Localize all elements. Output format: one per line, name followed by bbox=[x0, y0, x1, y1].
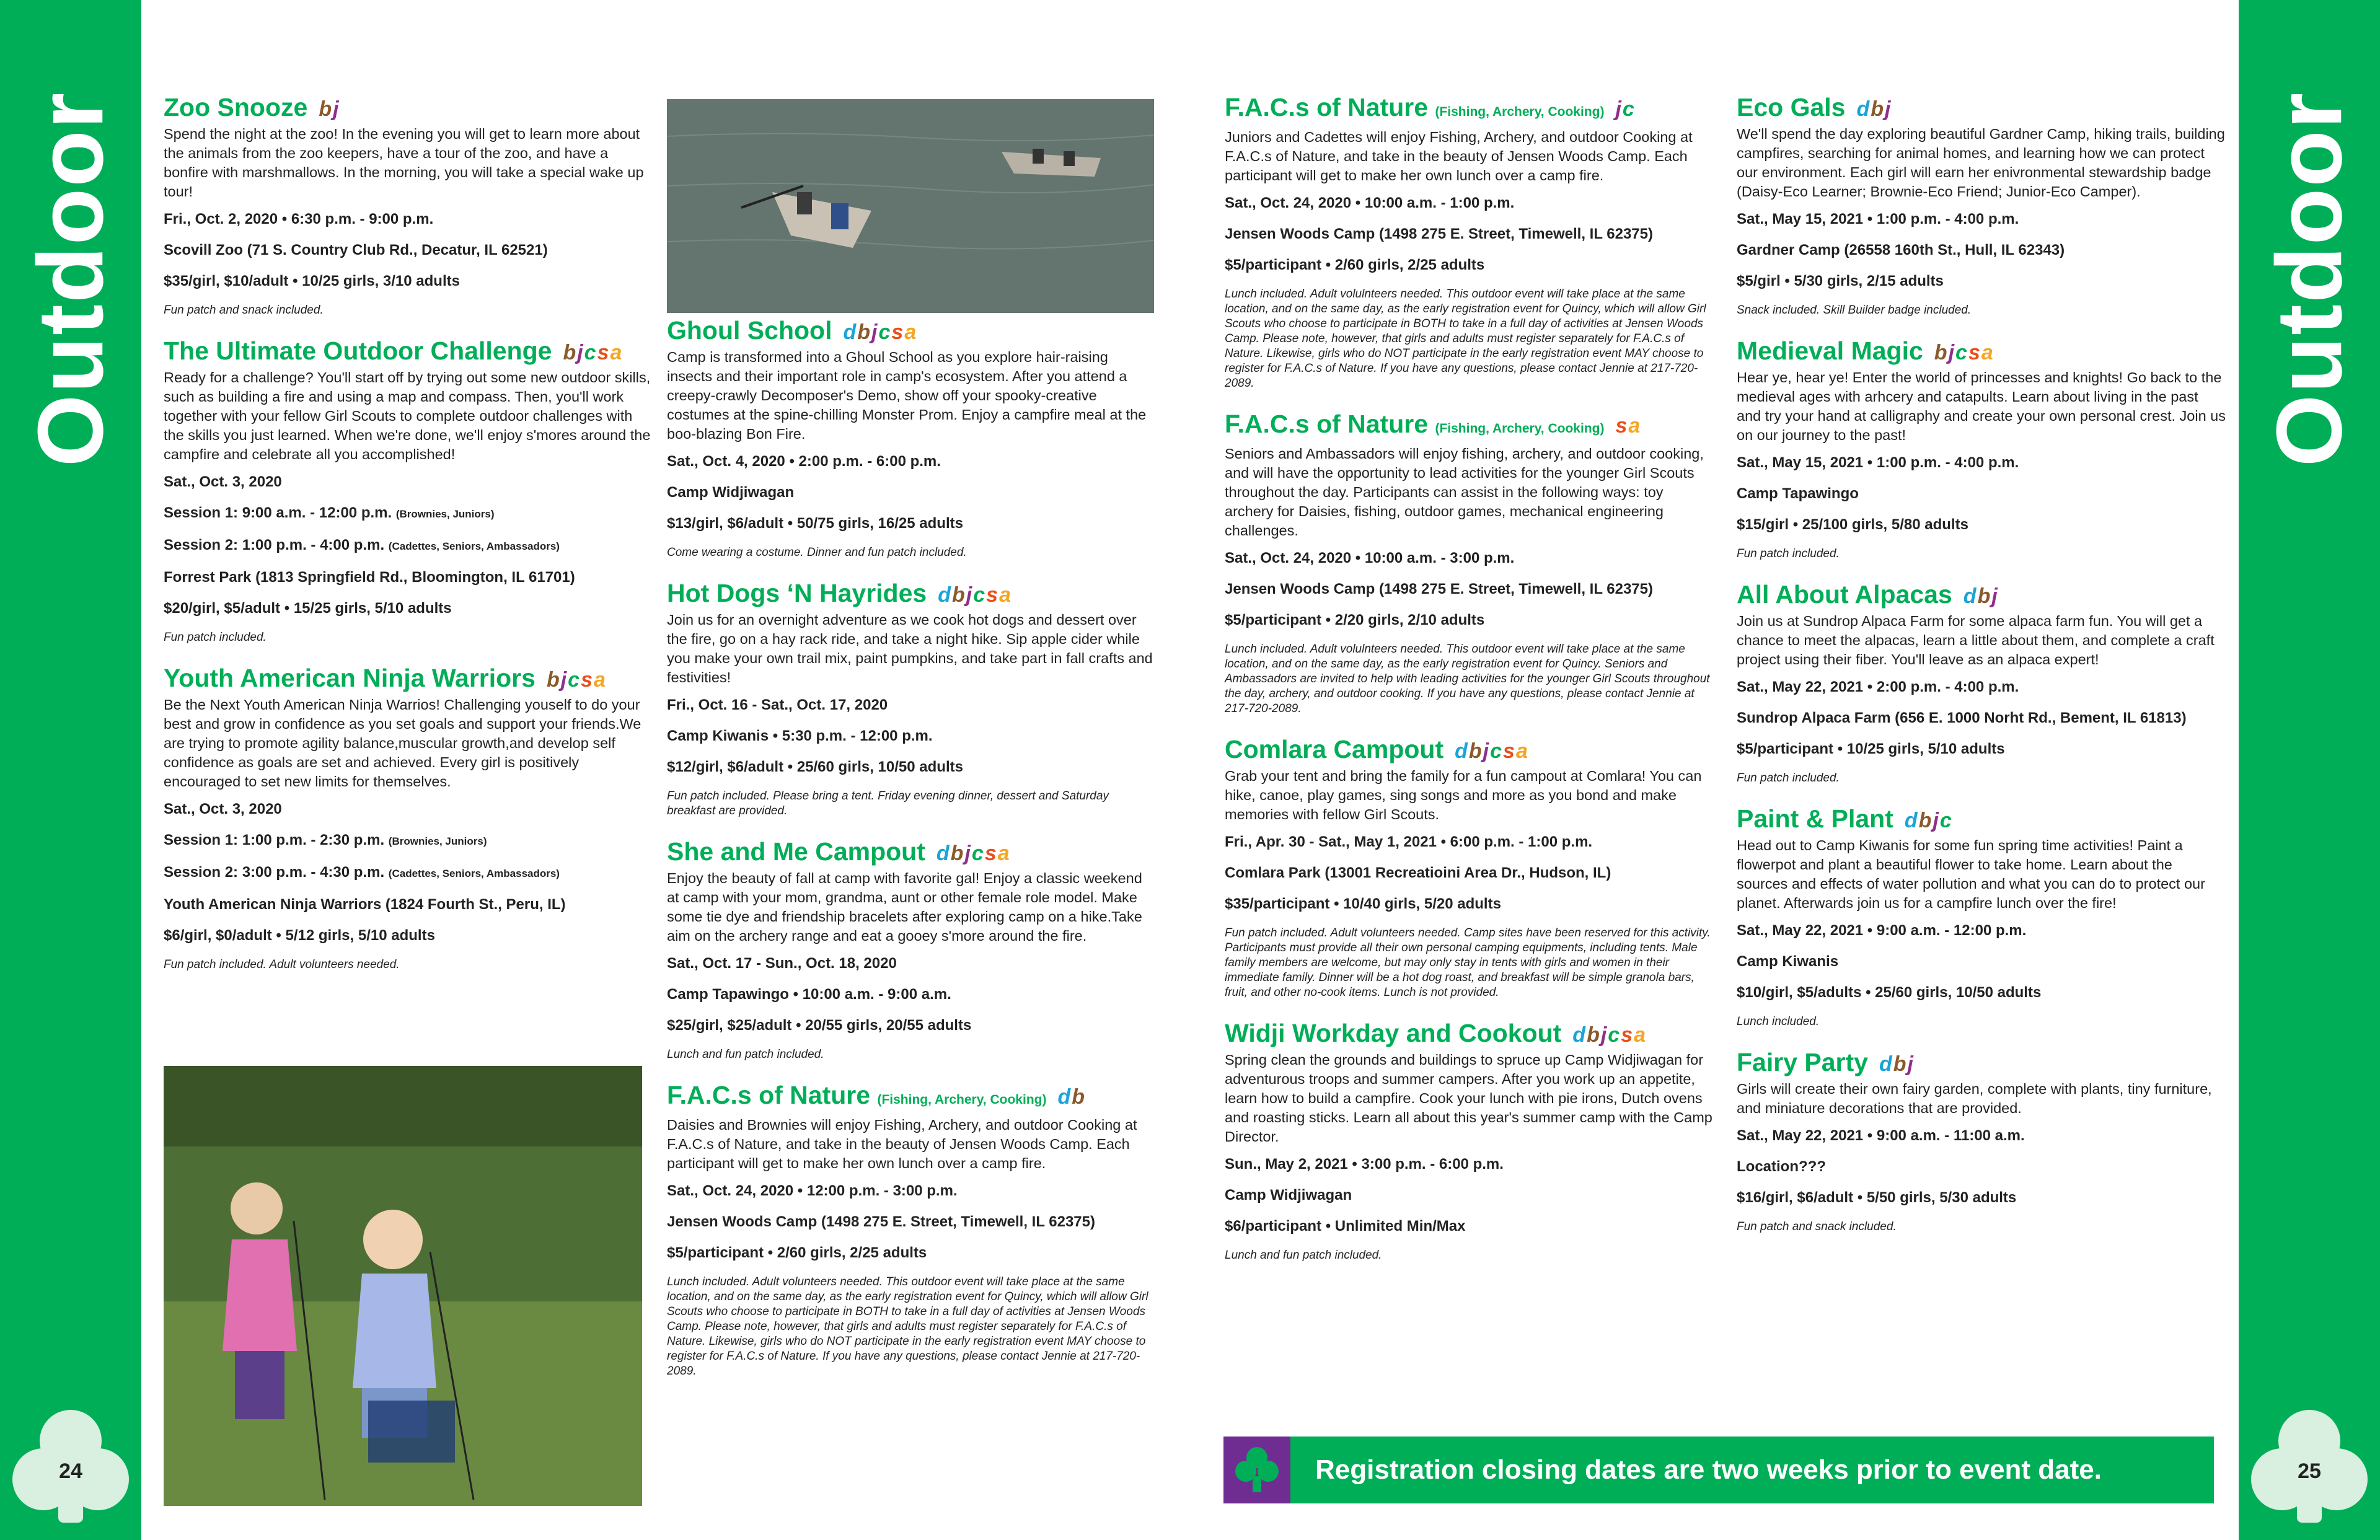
event-description: We'll spend the day exploring beautiful Gardner Camp, hiking trails, building campfires, searching for animal homes, and learning how we can protect our environment. Each girl will earn her enivronmental stewardship badge (Daisy-Eco Learner; Brownie-Eco Friend; Junior-Eco Camper). bbox=[1737, 126, 2225, 200]
event-detail-text: $35/participant • 10/40 girls, 5/20 adults bbox=[1225, 895, 1501, 912]
event-description: Head out to Camp Kiwanis for some fun spring time activities! Paint a flowerpot and plant a beautiful flower to take home. Learn about the sources and effects of water pollution and what you can do to protect our planet. Afterwards join us for a campfire lunch over the fire! bbox=[1737, 837, 2205, 911]
event-detail-text: Sundrop Alpaca Farm (656 E. 1000 Norht Rd., Bement, IL 61813) bbox=[1737, 710, 2187, 726]
right-sidebar bbox=[2239, 0, 2380, 1540]
event-title bbox=[1225, 735, 1714, 765]
event-detail-text: $12/girl, $6/adult • 25/60 girls, 10/50 adults bbox=[667, 759, 963, 775]
canoe-photo-illustration bbox=[667, 99, 1154, 313]
grade-badge-icon: a bbox=[997, 842, 1011, 865]
event-description: Be the Next Youth American Ninja Warrios! Challenging youself to do your best and grow in confidence as you set goals and support your friends.We are trying to promote agility balance,muscular growth,and develop self confidence as goals are set and achieved. Every girl is positively encouraged to set new limits for themselves. bbox=[164, 697, 641, 790]
grade-badge-icon: d bbox=[938, 583, 952, 607]
event-note: Fun patch included. Adult volunteers needed. Camp sites have been reserved for this activity. Participants must provide all their own personal camping equipments, including tents. Male family members are welcome, but may only stay in tents with girls and women in their immediate family. Dinner will be a hot dog roast, and breakfast will be simple granola bars, fruit, and other no-cook items. Lunch is not provided. bbox=[1225, 926, 1711, 999]
event-detail-line bbox=[164, 536, 653, 556]
grade-level-badges bbox=[1057, 1083, 1086, 1111]
event-detail-line bbox=[164, 272, 653, 291]
event-detail-line bbox=[1737, 740, 2226, 759]
event-title bbox=[164, 664, 653, 694]
event-detail-line bbox=[1225, 833, 1714, 851]
grade-badge-icon: c bbox=[1490, 739, 1504, 763]
event-note: Snack included. Skill Builder badge included. bbox=[1737, 304, 1972, 317]
event-card bbox=[667, 1081, 1157, 1379]
canoe-photo bbox=[667, 99, 1154, 313]
grade-badge-icon: b bbox=[563, 341, 578, 364]
event-detail-text: Camp Kiwanis bbox=[1737, 953, 1839, 970]
event-card bbox=[164, 93, 653, 318]
event-detail-line bbox=[667, 483, 1157, 502]
event-card bbox=[667, 579, 1157, 819]
event-detail-text: Jensen Woods Camp (1498 275 E. Street, Timewell, IL 62375) bbox=[1225, 226, 1653, 242]
grade-badge-icon: j bbox=[1907, 1052, 1915, 1076]
event-card bbox=[667, 316, 1157, 560]
grade-badge-icon: b bbox=[1934, 341, 1949, 364]
event-title-text: Paint & Plant bbox=[1737, 804, 1893, 833]
event-detail-text: Sat., Oct. 17 - Sun., Oct. 18, 2020 bbox=[667, 955, 897, 972]
event-detail-text: $6/participant • Unlimited Min/Max bbox=[1225, 1218, 1466, 1234]
event-detail-line bbox=[1737, 922, 2226, 940]
event-detail-line bbox=[667, 1016, 1157, 1035]
event-description: Join us for an overnight adventure as we cook hot dogs and dessert over the fire, go on a hay rack ride, and take a night hike. Sip apple cider while you make your own trail mix, paint pumpkins, and take part in fall crafts and festivities! bbox=[667, 612, 1153, 685]
event-detail-line bbox=[1737, 272, 2226, 291]
grade-badge-icon: b bbox=[1871, 97, 1885, 121]
event-card bbox=[1737, 580, 2226, 786]
event-detail-line bbox=[1737, 241, 2226, 260]
grade-badge-icon: d bbox=[1455, 739, 1469, 763]
event-card bbox=[1737, 1048, 2226, 1234]
grade-level-badges bbox=[1455, 737, 1529, 765]
grade-badge-icon: s bbox=[986, 583, 1000, 607]
event-detail-text: Sat., May 15, 2021 • 1:00 p.m. - 4:00 p.m. bbox=[1737, 454, 2019, 471]
event-detail-text: Session 1: 1:00 p.m. - 2:30 p.m. bbox=[164, 832, 385, 848]
grade-badge-icon: b bbox=[1977, 584, 1992, 608]
event-detail-text: Sat., May 15, 2021 • 1:00 p.m. - 4:00 p.m. bbox=[1737, 211, 2019, 227]
trefoil-icon bbox=[1223, 1437, 1290, 1503]
event-detail-line bbox=[1737, 1158, 2226, 1176]
event-description: Camp is transformed into a Ghoul School as you explore hair-raising insects and their important role in camp's ecosystem. After you attend a creepy-crawly Decomposer's Demo, show off your spooky-creative costumes at the spine-chilling Monster Prom. Enjoy a campfire meal at the boo-blazing Bon Fire. bbox=[667, 349, 1147, 442]
event-detail-text: Sat., Oct. 3, 2020 bbox=[164, 473, 282, 490]
trefoil-page-marker-icon bbox=[2251, 1410, 2368, 1528]
grade-badge-icon: d bbox=[1879, 1052, 1893, 1076]
event-detail-line bbox=[164, 599, 653, 618]
grade-level-badges bbox=[1879, 1050, 1915, 1078]
event-detail-text: Location??? bbox=[1737, 1158, 1826, 1175]
trefoil-page-marker-icon bbox=[12, 1410, 129, 1528]
event-description: Spend the night at the zoo! In the evening you will get to learn more about the animals from the zoo keepers, have a tour of the zoo, and have a bonfire with marshmallows. In the morning, you will take a special wake up tour! bbox=[164, 126, 644, 200]
grade-badge-icon: c bbox=[1622, 97, 1636, 121]
event-detail-line bbox=[164, 504, 653, 524]
grade-badge-icon: j bbox=[1991, 584, 1999, 608]
event-detail-line bbox=[164, 926, 653, 945]
event-detail-text: $6/girl, $0/adult • 5/12 girls, 5/10 adults bbox=[164, 927, 435, 944]
grade-level-badges bbox=[1615, 411, 1641, 440]
event-card bbox=[1225, 735, 1714, 1000]
event-description: Juniors and Cadettes will enjoy Fishing, Archery, and outdoor Cooking at F.A.C.s of Nature, and take in the beauty of Jensen Woods Camp. Each participant will get to make her own lunch over a camp fire. bbox=[1225, 129, 1693, 183]
event-title bbox=[1737, 580, 2226, 610]
grade-badge-icon: b bbox=[319, 97, 333, 121]
event-detail-line bbox=[667, 1244, 1157, 1262]
grade-badge-icon: a bbox=[1981, 341, 1994, 364]
grade-badge-icon: c bbox=[568, 668, 581, 692]
left-sidebar bbox=[0, 0, 141, 1540]
event-detail-line bbox=[1225, 1186, 1714, 1205]
grade-level-badges bbox=[1572, 1021, 1647, 1049]
event-detail-audience: (Cadettes, Seniors, Ambassadors) bbox=[388, 868, 560, 879]
grade-badge-icon: j bbox=[577, 341, 584, 364]
grade-badge-icon: a bbox=[1628, 414, 1642, 438]
event-detail-text: Sat., May 22, 2021 • 2:00 p.m. - 4:00 p.m. bbox=[1737, 679, 2019, 695]
event-subtitle: (Fishing, Archery, Cooking) bbox=[1435, 105, 1605, 119]
event-detail-text: Camp Widjiwagan bbox=[667, 484, 795, 501]
event-card bbox=[1225, 1019, 1714, 1263]
event-detail-line bbox=[1225, 549, 1714, 568]
event-detail-line bbox=[164, 895, 653, 914]
event-title bbox=[1225, 410, 1714, 443]
grade-badge-icon: a bbox=[1634, 1023, 1647, 1047]
event-title-text: The Ultimate Outdoor Challenge bbox=[164, 337, 552, 365]
event-detail-line bbox=[1737, 983, 2226, 1002]
event-note: Lunch and fun patch included. bbox=[667, 1048, 824, 1061]
event-description: Ready for a challenge? You'll start off by trying out some new outdoor skills, such as building a fire and using a map and compass. Then, you'll work together with your fellow Girl Scouts to complete outdoor challenges with the skills you just learned. When we're done, we'll enjoy s'mores around the campfire and celebrate all you accomplished! bbox=[164, 369, 651, 462]
event-detail-text: Camp Tapawingo bbox=[1737, 485, 1859, 502]
event-detail-text: Youth American Ninja Warriors (1824 Fourth St., Peru, IL) bbox=[164, 896, 566, 913]
event-title bbox=[667, 837, 1157, 868]
grade-badge-icon: s bbox=[1968, 341, 1981, 364]
event-detail-text: Camp Kiwanis • 5:30 p.m. - 12:00 p.m. bbox=[667, 728, 933, 744]
event-detail-text: Jensen Woods Camp (1498 275 E. Street, Timewell, IL 62375) bbox=[667, 1213, 1095, 1230]
grade-badge-icon: b bbox=[1893, 1052, 1908, 1076]
event-detail-line bbox=[164, 241, 653, 260]
event-description: Grab your tent and bring the family for a fun campout at Comlara! You can hike, canoe, play games, sing songs and more as you bond and make memories with fellow Girl Scouts. bbox=[1225, 768, 1702, 822]
event-note: Fun patch included. Please bring a tent. Friday evening dinner, dessert and Saturday breakfast are provided. bbox=[667, 790, 1109, 817]
grade-level-badges bbox=[843, 318, 917, 346]
event-card bbox=[1225, 93, 1714, 391]
event-detail-text: $5/participant • 10/25 girls, 5/10 adults bbox=[1737, 741, 2005, 757]
event-detail-line bbox=[1737, 516, 2226, 534]
event-title-text: F.A.C.s of Nature bbox=[1225, 93, 1429, 121]
event-detail-text: $5/participant • 2/20 girls, 2/10 adults bbox=[1225, 612, 1485, 628]
registration-note: Registration closing dates are two weeks prior to event date. bbox=[1315, 1454, 2102, 1485]
event-detail-text: Camp Tapawingo • 10:00 a.m. - 9:00 a.m. bbox=[667, 986, 951, 1003]
grade-badge-icon: j bbox=[1600, 1023, 1608, 1047]
grade-badge-icon: c bbox=[878, 320, 892, 344]
grade-level-badges bbox=[1934, 338, 1994, 367]
event-detail-text: Sat., May 22, 2021 • 9:00 a.m. - 12:00 p.m. bbox=[1737, 922, 2027, 939]
grade-badge-icon: a bbox=[999, 583, 1012, 607]
event-title bbox=[1737, 804, 2226, 835]
grade-badge-icon: j bbox=[333, 97, 340, 121]
event-detail-text: Scovill Zoo (71 S. Country Club Rd., Decatur, IL 62521) bbox=[164, 242, 548, 258]
event-note: Lunch included. Adult volulnteers needed. This outdoor event will take place at the same location, and on the same day, as the early registration event for Quincy. Seniors and Ambassadors are invited to help with leading activities for the younger Girl Scouts throughout the day, archery, and outdoor cooking. If you have any questions, please contact Jennie at 217-720-2089. bbox=[1225, 643, 1710, 715]
grade-badge-icon: c bbox=[1939, 809, 1953, 832]
grade-badge-icon: j bbox=[964, 842, 972, 865]
event-detail-text: $5/girl • 5/30 girls, 2/15 adults bbox=[1737, 273, 1944, 289]
event-detail-line bbox=[164, 831, 653, 851]
grade-badge-icon: a bbox=[1515, 739, 1529, 763]
event-detail-line bbox=[1225, 194, 1714, 213]
event-title-text: Eco Gals bbox=[1737, 93, 1846, 121]
event-detail-line bbox=[1737, 454, 2226, 472]
event-title-text: She and Me Campout bbox=[667, 837, 925, 866]
grade-badge-icon: j bbox=[560, 668, 568, 692]
event-detail-line bbox=[667, 1182, 1157, 1200]
event-detail-line bbox=[164, 568, 653, 587]
grade-badge-icon: d bbox=[1904, 809, 1919, 832]
grade-badge-icon: s bbox=[597, 341, 610, 364]
grade-badge-icon: b bbox=[950, 842, 965, 865]
event-detail-text: Sat., Oct. 24, 2020 • 12:00 p.m. - 3:00 p.m. bbox=[667, 1182, 958, 1199]
grade-level-badges bbox=[1963, 582, 1999, 610]
grade-badge-icon: s bbox=[984, 842, 998, 865]
event-detail-line bbox=[667, 696, 1157, 715]
event-detail-text: Session 2: 1:00 p.m. - 4:00 p.m. bbox=[164, 537, 385, 553]
event-detail-line bbox=[1737, 210, 2226, 229]
event-detail-audience: (Brownies, Juniors) bbox=[388, 835, 487, 847]
fishing-photo bbox=[164, 1066, 642, 1506]
event-detail-line bbox=[667, 452, 1157, 471]
event-detail-line bbox=[667, 727, 1157, 746]
event-title bbox=[667, 1081, 1157, 1114]
event-card bbox=[1225, 410, 1714, 716]
grade-level-badges bbox=[938, 581, 1012, 609]
page-number-left: 24 bbox=[59, 1459, 82, 1483]
event-title-text: Youth American Ninja Warriors bbox=[164, 664, 536, 692]
event-note: Fun patch and snack included. bbox=[1737, 1220, 1897, 1233]
event-detail-line bbox=[1737, 953, 2226, 971]
grade-badge-icon: j bbox=[1933, 809, 1940, 832]
event-detail-text: Sat., Oct. 3, 2020 bbox=[164, 801, 282, 817]
event-detail-line bbox=[1737, 678, 2226, 697]
grade-badge-icon: j bbox=[1885, 97, 1892, 121]
event-card bbox=[164, 664, 653, 972]
event-description: Seniors and Ambassadors will enjoy fishing, archery, and outdoor cooking, and will have the opportunity to lead activities for the younger Girl Scouts throughout the day. Participants can assist in the following ways: toy archery for Daisies, fishing, outdoor games, mechanical engineering challenges. bbox=[1225, 446, 1704, 539]
event-title bbox=[1225, 1019, 1714, 1049]
event-note: Lunch included. bbox=[1737, 1015, 1820, 1028]
event-card bbox=[164, 337, 653, 645]
grade-badge-icon: j bbox=[1483, 739, 1491, 763]
event-title bbox=[667, 579, 1157, 609]
right-section-title: Outdoor bbox=[2257, 91, 2361, 467]
event-note: Fun patch included. bbox=[1737, 772, 1840, 785]
grade-badge-icon: b bbox=[546, 668, 561, 692]
event-detail-line bbox=[1225, 580, 1714, 599]
event-title bbox=[164, 337, 653, 367]
event-detail-text: Sat., Oct. 24, 2020 • 10:00 a.m. - 3:00 p.m. bbox=[1225, 550, 1515, 566]
column-4 bbox=[1737, 93, 2226, 1253]
grade-badge-icon: b bbox=[1918, 809, 1933, 832]
grade-badge-icon: b bbox=[1587, 1023, 1601, 1047]
event-description: Spring clean the grounds and buildings to spruce up Camp Widjiwagan for adventurous troops and summer campers. After you work up an appetite, learn how to build a campfire. Cook your lunch with pie irons, Dutch ovens and roasting sticks. Learn all about this year's summer camp with the Camp Director. bbox=[1225, 1052, 1712, 1145]
grade-level-badges bbox=[563, 338, 623, 367]
grade-badge-icon: s bbox=[581, 668, 594, 692]
event-detail-line bbox=[1225, 864, 1714, 882]
event-note: Lunch and fun patch included. bbox=[1225, 1249, 1382, 1262]
event-detail-text: $25/girl, $25/adult • 20/55 girls, 20/55 adults bbox=[667, 1017, 972, 1034]
event-title-text: Widji Workday and Cookout bbox=[1225, 1019, 1562, 1047]
registration-banner bbox=[1223, 1437, 2214, 1503]
event-description: Girls will create their own fairy garden, complete with plants, tiny furniture, and miniature decorations that are provided. bbox=[1737, 1081, 2212, 1116]
event-title bbox=[1737, 93, 2226, 123]
event-detail-text: $10/girl, $5/adults • 25/60 girls, 10/50 adults bbox=[1737, 984, 2042, 1001]
event-detail-line bbox=[164, 800, 653, 819]
event-title-text: Zoo Snooze bbox=[164, 93, 308, 121]
grade-badge-icon: j bbox=[871, 320, 879, 344]
event-title bbox=[1737, 1048, 2226, 1078]
event-note: Fun patch included. bbox=[164, 631, 267, 644]
event-description: Hear ye, hear ye! Enter the world of princesses and knights! Go back to the medieval ages with arhcery and catapults. Learn about living in the past and try your hand at calligraphy and create your own personal crest. Join us on our journey to the past! bbox=[1737, 369, 2226, 443]
grade-badge-icon: c bbox=[973, 583, 987, 607]
event-detail-line bbox=[1225, 895, 1714, 913]
event-detail-text: Sun., May 2, 2021 • 3:00 p.m. - 6:00 p.m. bbox=[1225, 1156, 1504, 1173]
grade-badge-icon: c bbox=[1955, 341, 1968, 364]
grade-badge-icon: a bbox=[594, 668, 607, 692]
grade-badge-icon: b bbox=[1072, 1085, 1086, 1109]
grade-badge-icon: d bbox=[1057, 1085, 1072, 1109]
page-number-right: 25 bbox=[2298, 1459, 2321, 1483]
event-detail-line bbox=[667, 1213, 1157, 1231]
grade-badge-icon: j bbox=[966, 583, 974, 607]
grade-level-badges bbox=[1905, 806, 1953, 835]
grade-level-badges bbox=[1615, 95, 1635, 123]
event-title-text: All About Alpacas bbox=[1737, 580, 1952, 609]
event-title-text: Comlara Campout bbox=[1225, 735, 1444, 763]
event-detail-line bbox=[667, 954, 1157, 973]
event-description: Join us at Sundrop Alpaca Farm for some alpaca farm fun. You will get a chance to meet the alpacas, learn a little about them, and complete a craft project using their fiber. You'll leave as an alpaca expert! bbox=[1737, 613, 2215, 667]
event-detail-text: Sat., Oct. 4, 2020 • 2:00 p.m. - 6:00 p.m. bbox=[667, 453, 941, 470]
event-card bbox=[1737, 804, 2226, 1029]
grade-badge-icon: b bbox=[951, 583, 966, 607]
grade-badge-icon: a bbox=[904, 320, 918, 344]
grade-badge-icon: a bbox=[610, 341, 624, 364]
grade-badge-icon: d bbox=[1856, 97, 1871, 121]
grade-badge-icon: b bbox=[857, 320, 872, 344]
grade-badge-icon: j bbox=[1948, 341, 1956, 364]
event-title bbox=[1737, 337, 2226, 367]
event-detail-line bbox=[164, 863, 653, 883]
event-detail-line bbox=[1225, 256, 1714, 275]
column-2 bbox=[667, 316, 1157, 1397]
event-detail-line bbox=[164, 473, 653, 491]
grade-badge-icon: d bbox=[936, 842, 951, 865]
event-detail-line bbox=[1737, 709, 2226, 728]
event-detail-text: Forrest Park (1813 Springfield Rd., Bloomington, IL 61701) bbox=[164, 569, 575, 586]
event-detail-text: Jensen Woods Camp (1498 275 E. Street, Timewell, IL 62375) bbox=[1225, 581, 1653, 597]
event-detail-text: Fri., Oct. 2, 2020 • 6:30 p.m. - 9:00 p.m. bbox=[164, 211, 434, 227]
event-detail-text: Session 2: 3:00 p.m. - 4:30 p.m. bbox=[164, 864, 385, 881]
grade-level-badges bbox=[547, 666, 607, 694]
event-detail-text: $5/participant • 2/60 girls, 2/25 adults bbox=[667, 1244, 927, 1261]
event-detail-text: Comlara Park (13001 Recreatioini Area Dr., Hudson, IL) bbox=[1225, 865, 1611, 881]
grade-badge-icon: b bbox=[1468, 739, 1483, 763]
event-detail-text: $20/girl, $5/adult • 15/25 girls, 5/10 adults bbox=[164, 600, 452, 617]
event-title bbox=[1225, 93, 1714, 126]
event-title bbox=[164, 93, 653, 123]
event-card bbox=[667, 837, 1157, 1062]
event-title bbox=[667, 316, 1157, 346]
event-detail-line bbox=[1225, 1155, 1714, 1174]
event-detail-text: Camp Widjiwagan bbox=[1225, 1187, 1352, 1203]
grade-badge-icon: c bbox=[1608, 1023, 1621, 1047]
grade-badge-icon: s bbox=[1615, 414, 1629, 438]
event-detail-text: $16/girl, $6/adult • 5/50 girls, 5/30 adults bbox=[1737, 1189, 2017, 1206]
event-detail-text: $13/girl, $6/adult • 50/75 girls, 16/25 adults bbox=[667, 515, 963, 532]
grade-badge-icon: s bbox=[1621, 1023, 1634, 1047]
event-detail-text: Fri., Apr. 30 - Sat., May 1, 2021 • 6:00 p.m. - 1:00 p.m. bbox=[1225, 834, 1593, 850]
event-title-text: Fairy Party bbox=[1737, 1048, 1868, 1076]
event-detail-line bbox=[667, 758, 1157, 777]
event-detail-audience: (Cadettes, Seniors, Ambassadors) bbox=[388, 540, 560, 552]
event-detail-text: $5/participant • 2/60 girls, 2/25 adults bbox=[1225, 257, 1485, 273]
grade-badge-icon: d bbox=[1572, 1023, 1587, 1047]
event-detail-audience: (Brownies, Juniors) bbox=[395, 508, 495, 520]
grade-level-badges bbox=[319, 95, 340, 123]
column-3 bbox=[1225, 93, 1714, 1282]
grade-level-badges bbox=[1856, 95, 1892, 123]
fishing-photo-illustration bbox=[164, 1066, 642, 1506]
event-description: Enjoy the beauty of fall at camp with favorite gal! Enjoy a classic weekend at camp with your mom, grandma, aunt or other female role model. Make some tie dye and friendship bracelets after exploring camp on a hike.Take aim on the archery range and eat a gooey s'more around the fire. bbox=[667, 870, 1142, 944]
event-description: Daisies and Brownies will enjoy Fishing, Archery, and outdoor Cooking at F.A.C.s of Nature, and take in the beauty of Jensen Woods Camp. Each participant will get to make her own lunch over a camp fire. bbox=[667, 1117, 1137, 1171]
grade-badge-icon: j bbox=[1615, 97, 1623, 121]
event-subtitle: (Fishing, Archery, Cooking) bbox=[877, 1093, 1047, 1107]
event-note: Come wearing a costume. Dinner and fun patch included. bbox=[667, 546, 967, 559]
event-title-text: Medieval Magic bbox=[1737, 337, 1923, 365]
column-1 bbox=[164, 93, 653, 991]
event-detail-text: Gardner Camp (26558 160th St., Hull, IL 62343) bbox=[1737, 242, 2065, 258]
grade-badge-icon: s bbox=[1503, 739, 1516, 763]
event-note: Lunch included. Adult volunteers needed. This outdoor event will take place at the same location, and on the same day, as the early registration event for Quincy, which will allow Girl Scouts who choose to participate in BOTH to take in a full day of activities at Jensen Woods Camp. Please note, however, that girls and adults must register separately for F.A.C.s of Nature. Likewise, girls who do NOT participate in the early registration event MAY choose to register for F.A.C.s of Nature. If you have any questions, please contact Jennie at 217-720-2089. bbox=[667, 1275, 1148, 1378]
grade-badge-icon: s bbox=[891, 320, 905, 344]
event-detail-line bbox=[1225, 225, 1714, 244]
event-detail-text: Sat., Oct. 24, 2020 • 10:00 a.m. - 1:00 p.m. bbox=[1225, 195, 1515, 211]
event-note: Fun patch and snack included. bbox=[164, 304, 324, 317]
event-detail-line bbox=[667, 985, 1157, 1004]
event-detail-line bbox=[1225, 611, 1714, 630]
event-note: Lunch included. Adult volulnteers needed. This outdoor event will take place at the same location, and on the same day, as the early registration event for Quincy, which will allow Girl Scouts who choose to participate in BOTH to take in a full day of activities at Jensen Woods Camp. Please note, however, that girls and adults must register separately for F.A.C.s of Nature. Likewise, girls who do NOT participate in the early registration event MAY choose to register for F.A.C.s of Nature. If you have any questions, please contact Jennie at 217-720-2089. bbox=[1225, 288, 1706, 390]
event-detail-line bbox=[667, 514, 1157, 533]
event-detail-line bbox=[1737, 1127, 2226, 1145]
grade-level-badges bbox=[937, 839, 1011, 868]
event-note: Fun patch included. bbox=[1737, 547, 1840, 560]
event-detail-line bbox=[1737, 1189, 2226, 1207]
grade-badge-icon: d bbox=[843, 320, 858, 344]
grade-badge-icon: d bbox=[1963, 584, 1978, 608]
event-card bbox=[1737, 93, 2226, 318]
event-title-text: Ghoul School bbox=[667, 316, 832, 345]
left-section-title: Outdoor bbox=[18, 91, 123, 467]
grade-badge-icon: c bbox=[971, 842, 985, 865]
event-title-text: Hot Dogs ‘N Hayrides bbox=[667, 579, 927, 607]
event-detail-line bbox=[164, 210, 653, 229]
event-detail-line bbox=[1737, 485, 2226, 503]
event-title-text: F.A.C.s of Nature bbox=[667, 1081, 871, 1109]
event-detail-line bbox=[1225, 1217, 1714, 1236]
event-detail-text: Fri., Oct. 16 - Sat., Oct. 17, 2020 bbox=[667, 697, 888, 713]
event-detail-text: Sat., May 22, 2021 • 9:00 a.m. - 11:00 a.m. bbox=[1737, 1127, 2025, 1144]
event-subtitle: (Fishing, Archery, Cooking) bbox=[1435, 421, 1605, 436]
event-title-text: F.A.C.s of Nature bbox=[1225, 410, 1429, 438]
grade-badge-icon: c bbox=[584, 341, 597, 364]
event-detail-text: $35/girl, $10/adult • 10/25 girls, 3/10 adults bbox=[164, 273, 460, 289]
event-detail-text: Session 1: 9:00 a.m. - 12:00 p.m. bbox=[164, 504, 392, 521]
event-note: Fun patch included. Adult volunteers needed. bbox=[164, 958, 400, 971]
event-detail-text: $15/girl • 25/100 girls, 5/80 adults bbox=[1737, 516, 1968, 533]
event-card bbox=[1737, 337, 2226, 561]
